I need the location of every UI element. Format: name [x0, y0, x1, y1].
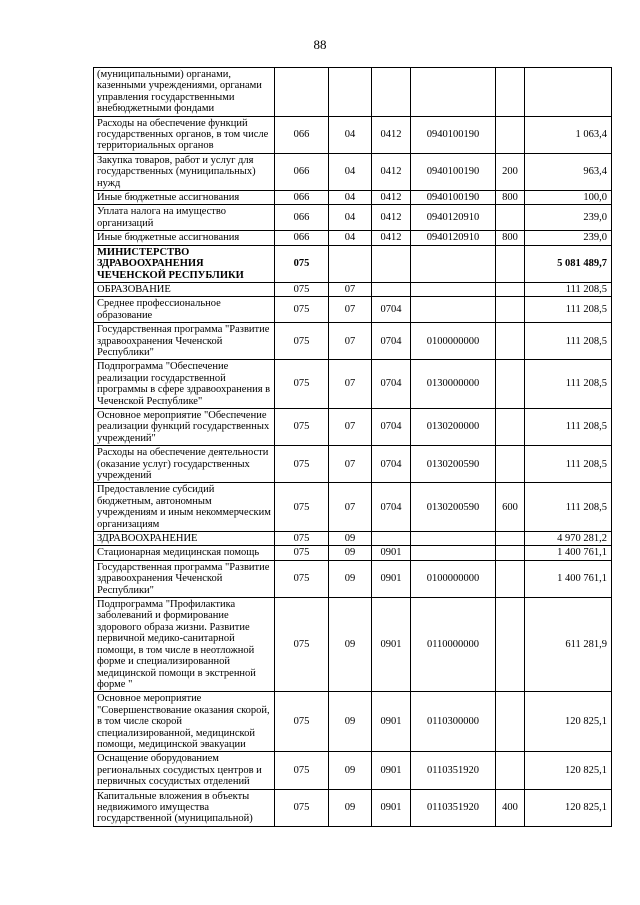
- row-amount: 5 081 489,7: [525, 245, 612, 282]
- table-row: [94, 483, 612, 532]
- row-target-article-code: 0940120910: [411, 205, 496, 231]
- row-target-article-code: 0130200590: [411, 446, 496, 483]
- row-section-code: 09: [329, 692, 372, 752]
- row-name: Подпрограмма "Профилактика заболеваний и формирование здорового образа жизни. Развитие первичной медико-санитарной помощи, в том числе в неотложной форме и специализированной медицинской помощи в экстренной форме ": [94, 598, 275, 692]
- row-target-article-code: [411, 532, 496, 546]
- row-amount: [525, 68, 612, 117]
- row-subsection-code: 0704: [372, 297, 411, 323]
- row-amount: 111 208,5: [525, 360, 612, 409]
- row-expense-type-code: [496, 532, 525, 546]
- row-section-code: 04: [329, 205, 372, 231]
- row-name: Иные бюджетные ассигнования: [94, 191, 275, 205]
- table-row: [94, 68, 612, 117]
- table-row: [94, 245, 612, 282]
- table-row: [94, 546, 612, 560]
- row-ved-code: 075: [275, 245, 329, 282]
- row-amount: 4 970 281,2: [525, 532, 612, 546]
- row-expense-type-code: [496, 598, 525, 692]
- row-target-article-code: [411, 245, 496, 282]
- row-amount: 111 208,5: [525, 323, 612, 360]
- row-amount: 1 063,4: [525, 116, 612, 153]
- row-amount: 111 208,5: [525, 408, 612, 445]
- row-expense-type-code: [496, 560, 525, 597]
- row-section-code: 04: [329, 153, 372, 190]
- row-ved-code: 075: [275, 483, 329, 532]
- row-expense-type-code: 400: [496, 789, 525, 826]
- row-subsection-code: 0412: [372, 231, 411, 245]
- row-section-code: 09: [329, 752, 372, 789]
- row-name: Подпрограмма "Обеспечение реализации государственной программы в сфере здравоохранения в Чеченской Республике": [94, 360, 275, 409]
- row-amount: 120 825,1: [525, 752, 612, 789]
- row-expense-type-code: 200: [496, 153, 525, 190]
- row-section-code: [329, 245, 372, 282]
- row-expense-type-code: [496, 245, 525, 282]
- row-ved-code: 075: [275, 360, 329, 409]
- row-ved-code: 066: [275, 231, 329, 245]
- row-name: Стационарная медицинская помощь: [94, 546, 275, 560]
- row-target-article-code: 0940100190: [411, 153, 496, 190]
- table-row: [94, 282, 612, 296]
- row-expense-type-code: [496, 297, 525, 323]
- row-name: Основное мероприятие "Совершенствование оказания скорой, в том числе скорой специализированной, медицинской помощи, медицинской эвакуации: [94, 692, 275, 752]
- row-name: Закупка товаров, работ и услуг для государственных (муниципальных) нужд: [94, 153, 275, 190]
- row-subsection-code: 0901: [372, 789, 411, 826]
- row-expense-type-code: [496, 282, 525, 296]
- row-ved-code: 075: [275, 323, 329, 360]
- row-subsection-code: 0704: [372, 323, 411, 360]
- row-expense-type-code: [496, 546, 525, 560]
- row-section-code: 04: [329, 191, 372, 205]
- table-row: [94, 231, 612, 245]
- row-amount: 239,0: [525, 205, 612, 231]
- row-expense-type-code: [496, 205, 525, 231]
- row-subsection-code: 0901: [372, 546, 411, 560]
- row-amount: 111 208,5: [525, 446, 612, 483]
- row-subsection-code: [372, 282, 411, 296]
- row-target-article-code: [411, 546, 496, 560]
- row-target-article-code: 0940100190: [411, 191, 496, 205]
- row-target-article-code: 0130200000: [411, 408, 496, 445]
- row-name: (муниципальными) органами, казенными учреждениями, органами управления государственными внебюджетными фондами: [94, 68, 275, 117]
- row-target-article-code: 0110000000: [411, 598, 496, 692]
- row-ved-code: [275, 68, 329, 117]
- row-expense-type-code: [496, 692, 525, 752]
- row-amount: 120 825,1: [525, 789, 612, 826]
- row-target-article-code: 0130200590: [411, 483, 496, 532]
- row-ved-code: 075: [275, 598, 329, 692]
- row-amount: 1 400 761,1: [525, 546, 612, 560]
- table-row: [94, 360, 612, 409]
- row-subsection-code: 0901: [372, 598, 411, 692]
- row-amount: 239,0: [525, 231, 612, 245]
- row-subsection-code: [372, 68, 411, 117]
- row-name: МИНИСТЕРСТВО ЗДРАВООХРАНЕНИЯ ЧЕЧЕНСКОЙ РЕСПУБЛИКИ: [94, 245, 275, 282]
- row-expense-type-code: 800: [496, 191, 525, 205]
- row-expense-type-code: [496, 408, 525, 445]
- row-expense-type-code: [496, 446, 525, 483]
- row-target-article-code: 0100000000: [411, 323, 496, 360]
- row-section-code: 07: [329, 323, 372, 360]
- row-name: Расходы на обеспечение функций государственных органов, в том числе территориальных органов: [94, 116, 275, 153]
- row-expense-type-code: [496, 68, 525, 117]
- table-row: [94, 446, 612, 483]
- row-target-article-code: 0940120910: [411, 231, 496, 245]
- row-name: Государственная программа "Развитие здравоохранения Чеченской Республики": [94, 323, 275, 360]
- row-target-article-code: [411, 68, 496, 117]
- row-section-code: 04: [329, 116, 372, 153]
- row-section-code: 07: [329, 446, 372, 483]
- row-amount: 111 208,5: [525, 297, 612, 323]
- row-subsection-code: 0901: [372, 752, 411, 789]
- row-section-code: 09: [329, 598, 372, 692]
- row-subsection-code: 0901: [372, 692, 411, 752]
- row-ved-code: 066: [275, 116, 329, 153]
- table-row: [94, 191, 612, 205]
- row-section-code: 09: [329, 532, 372, 546]
- row-expense-type-code: 800: [496, 231, 525, 245]
- row-target-article-code: 0110351920: [411, 752, 496, 789]
- row-subsection-code: [372, 532, 411, 546]
- row-target-article-code: [411, 297, 496, 323]
- row-amount: 111 208,5: [525, 282, 612, 296]
- table-row: [94, 752, 612, 789]
- row-amount: 963,4: [525, 153, 612, 190]
- row-subsection-code: 0704: [372, 483, 411, 532]
- row-amount: 100,0: [525, 191, 612, 205]
- table-row: [94, 116, 612, 153]
- row-ved-code: 075: [275, 297, 329, 323]
- table-row: [94, 408, 612, 445]
- page-number: 88: [313, 37, 327, 52]
- row-ved-code: 075: [275, 446, 329, 483]
- row-name: Уплата налога на имущество организаций: [94, 205, 275, 231]
- row-name: ОБРАЗОВАНИЕ: [94, 282, 275, 296]
- row-ved-code: 066: [275, 205, 329, 231]
- row-subsection-code: 0412: [372, 191, 411, 205]
- row-section-code: 07: [329, 282, 372, 296]
- table-row: [94, 297, 612, 323]
- table-row: [94, 205, 612, 231]
- row-ved-code: 075: [275, 282, 329, 296]
- row-subsection-code: 0412: [372, 116, 411, 153]
- row-target-article-code: 0100000000: [411, 560, 496, 597]
- row-subsection-code: [372, 245, 411, 282]
- table-row: [94, 532, 612, 546]
- row-section-code: 07: [329, 360, 372, 409]
- row-expense-type-code: [496, 360, 525, 409]
- row-ved-code: 075: [275, 532, 329, 546]
- row-ved-code: 075: [275, 546, 329, 560]
- row-target-article-code: 0110300000: [411, 692, 496, 752]
- row-ved-code: 075: [275, 560, 329, 597]
- table-row: [94, 692, 612, 752]
- table-row: [94, 323, 612, 360]
- row-subsection-code: 0704: [372, 446, 411, 483]
- row-expense-type-code: [496, 116, 525, 153]
- row-amount: 120 825,1: [525, 692, 612, 752]
- row-ved-code: 075: [275, 789, 329, 826]
- row-section-code: 07: [329, 408, 372, 445]
- row-ved-code: 075: [275, 752, 329, 789]
- row-ved-code: 066: [275, 153, 329, 190]
- table-row: [94, 153, 612, 190]
- row-ved-code: 075: [275, 408, 329, 445]
- table-row: [94, 789, 612, 826]
- row-section-code: 09: [329, 789, 372, 826]
- row-target-article-code: [411, 282, 496, 296]
- row-name: Расходы на обеспечение деятельности (оказание услуг) государственных учреждений: [94, 446, 275, 483]
- row-amount: 611 281,9: [525, 598, 612, 692]
- row-expense-type-code: [496, 752, 525, 789]
- row-name: Иные бюджетные ассигнования: [94, 231, 275, 245]
- row-name: Среднее профессиональное образование: [94, 297, 275, 323]
- row-subsection-code: 0901: [372, 560, 411, 597]
- row-expense-type-code: [496, 323, 525, 360]
- budget-table: [93, 67, 612, 827]
- row-target-article-code: 0940100190: [411, 116, 496, 153]
- row-subsection-code: 0704: [372, 408, 411, 445]
- row-name: Государственная программа "Развитие здравоохранения Чеченской Республики": [94, 560, 275, 597]
- row-name: Предоставление субсидий бюджетным, автономным учреждениям и иным некоммерческим организациям: [94, 483, 275, 532]
- row-subsection-code: 0704: [372, 360, 411, 409]
- row-name: Капитальные вложения в объекты недвижимого имущества государственной (муниципальной): [94, 789, 275, 826]
- row-subsection-code: 0412: [372, 205, 411, 231]
- row-amount: 111 208,5: [525, 483, 612, 532]
- row-name: Основное мероприятие "Обеспечение реализации функций государственных учреждений": [94, 408, 275, 445]
- table-row: [94, 560, 612, 597]
- row-subsection-code: 0412: [372, 153, 411, 190]
- table-row: [94, 598, 612, 692]
- row-section-code: 09: [329, 560, 372, 597]
- row-target-article-code: 0110351920: [411, 789, 496, 826]
- row-ved-code: 066: [275, 191, 329, 205]
- row-section-code: 04: [329, 231, 372, 245]
- row-expense-type-code: 600: [496, 483, 525, 532]
- row-section-code: [329, 68, 372, 117]
- row-section-code: 07: [329, 483, 372, 532]
- row-name: Оснащение оборудованием региональных сосудистых центров и первичных сосудистых отделений: [94, 752, 275, 789]
- row-section-code: 09: [329, 546, 372, 560]
- row-name: ЗДРАВООХРАНЕНИЕ: [94, 532, 275, 546]
- row-amount: 1 400 761,1: [525, 560, 612, 597]
- row-target-article-code: 0130000000: [411, 360, 496, 409]
- row-ved-code: 075: [275, 692, 329, 752]
- row-section-code: 07: [329, 297, 372, 323]
